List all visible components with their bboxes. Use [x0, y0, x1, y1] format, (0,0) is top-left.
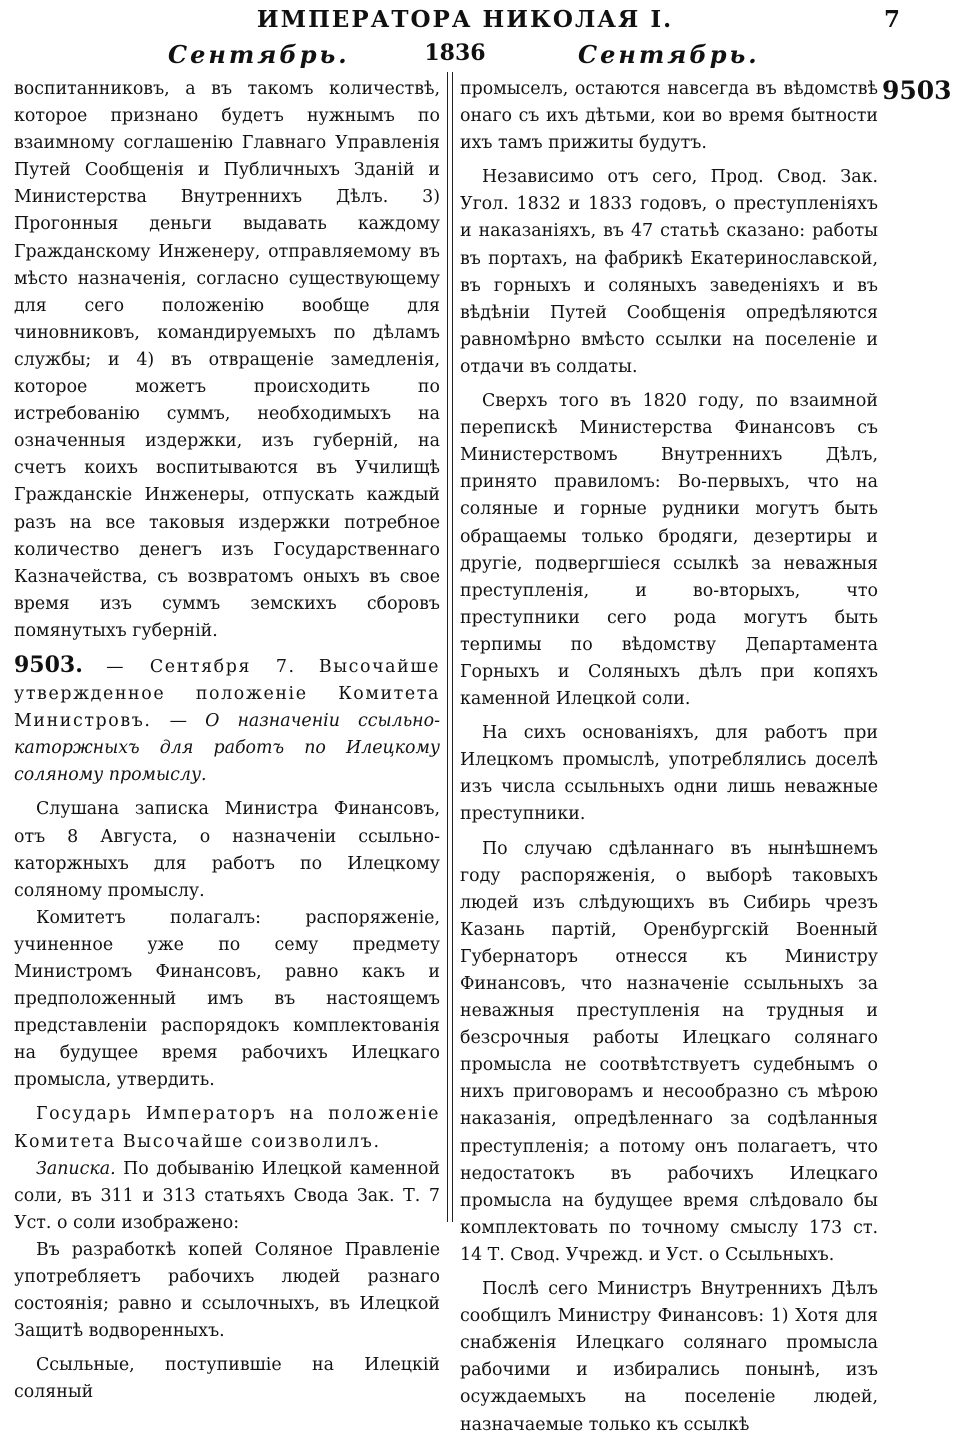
right-column: [460, 76, 878, 1439]
right-paragraph-3: Сверхъ того въ 1820 году, по взаимной перепискѣ Министерства Финансовъ съ Министерствомъ Внутреннихъ Дѣлъ, принято правиломъ: Во-первыхъ, что на соляные и горные рудники могутъ быть обращаемы только бродяги, дезертиры и другіе, подвергшіеся ссылкѣ за неважныя преступленія, и во-вторыхъ, что преступники сего рода могутъ быть терпимы по вѣдомству Департамента Горныхъ и Соляныхъ дѣлъ при копяхъ каменной Илецкой соли.: [460, 391, 878, 710]
column-divider-left: [447, 72, 448, 1222]
zapiska-label: Записка.: [36, 1158, 116, 1179]
article-date: — Сентября 7.: [106, 656, 296, 677]
left-paragraph-7: Ссыльные, поступившіе на Илецкій соляный: [14, 1355, 440, 1403]
article-subject: — О назначеніи ссыльно-каторжныхъ для работъ по Илецкому соляному промыслу.: [14, 711, 440, 786]
left-column: [14, 76, 440, 1407]
running-title: ИМПЕРАТОРА НИКОЛАЯ I.: [256, 6, 674, 33]
article-heading-paragraph: [14, 652, 440, 789]
left-paragraph-imperial-approval: Государь Императоръ на положеніе Комитета Высочайше соизволилъ.: [14, 1104, 440, 1152]
right-paragraph-4: На сихъ основаніяхъ, для работъ при Илецкомъ промыслѣ, употреблялись доселѣ изъ числа ссыльныхъ одни лишь неважные преступники.: [460, 723, 878, 825]
left-paragraph-3: Комитетъ полагалъ: распоряженіе, учиненное уже по сему предмету Министромъ Финансовъ, равно какъ и предположенный имъ въ настоящемъ представленіи распорядокъ комплектованія на будущее время рабочихъ Илецкаго промысла, утвердить.: [14, 907, 440, 1091]
page-number: 7: [883, 6, 900, 33]
column-divider-right: [452, 72, 453, 1222]
left-paragraph-zapiska: [14, 1156, 440, 1237]
right-paragraph-1: промыселъ, остаются навсегда въ вѣдомствѣ онаго съ ихъ дѣтьми, кои во время бытности ихъ тамъ прижиты будутъ.: [460, 79, 878, 154]
left-paragraph-6: Въ разработкѣ копей Соляное Правленіе употребляетъ рабочихъ людей разнаго состоянія; равно и ссылочныхъ, въ Илецкой Защитѣ водворенныхъ.: [14, 1239, 440, 1342]
left-paragraph-2: Слушана записка Министра Финансовъ, отъ 8 Августа, о назначеніи ссыльно-каторжныхъ для работъ по Илецкому соляному промыслу.: [14, 799, 440, 901]
month-left: Сентябрь.: [168, 40, 350, 69]
month-right: Сентябрь.: [578, 40, 760, 69]
right-paragraph-6: Послѣ сего Министръ Внутреннихъ Дѣлъ сообщилъ Министру Финансовъ: 1) Хотя для снабженія Илецкаго солянаго промысла рабочими и избирались понынѣ, изъ осуждаемыхъ на поселеніе людей, назначаемые только къ ссылкѣ: [460, 1279, 878, 1435]
margin-article-number: 9503: [882, 76, 952, 105]
article-number: 9503.: [14, 651, 83, 678]
right-paragraph-5: По случаю сдѣланнаго въ нынѣшнемъ году распоряженія, о выборѣ таковыхъ людей изъ слѣдующихъ въ Сибирь чрезъ Казань партій, Оренбургскій Военный Губернаторъ отнесся къ Министру Финансовъ, что назначеніе ссыльныхъ за неважныя преступленія на трудныя и безсрочныя работы Илецкаго солянаго промысла не соотвѣтствуетъ судебнымъ о нихъ приговорамъ и несообразно съ мѣрою наказанія, опредѣленнаго за содѣланныя преступленія; а потому онъ полагаетъ, что недостатокъ въ рабочихъ Илецкаго промысла на будущее время слѣдовало бы комплектовать по точному смыслу 173 ст. 14 Т. Свод. Учрежд. и Уст. о Ссыльныхъ.: [460, 838, 878, 1265]
article-heading: Высочайше утвержденное положеніе Комитета Министровъ.: [14, 656, 440, 732]
right-paragraph-2: Независимо отъ сего, Прод. Свод. Зак. Угол. 1832 и 1833 годовъ, о преступленіяхъ и наказаніяхъ, въ 47 статьѣ сказано: работы въ портахъ, на фабрикѣ Екатеринославской, въ горныхъ и соляныхъ заведеніяхъ и въ вѣдѣніи Путей Сообщенія опредѣляются равномѣрно вмѣсто ссылки на поселеніе и отдачи въ солдаты.: [460, 167, 878, 377]
left-paragraph-continuation: воспитанниковъ, а въ такомъ количествѣ, которое признано будетъ нужнымъ по взаимному соглашенію Главнаго Управленія Путей Сообщенія и Публичныхъ Зданій и Министерства Внутреннихъ Дѣлъ. 3) Прогонныя деньги выдавать каждому Гражданскому Инженеру, отправляемому въ мѣсто назначенія, согласно существующему для сего положенію вообще для чиновниковъ, командируемыхъ по дѣламъ службы; и 4) въ отвращеніе замедленія, которое можетъ происходить по истребованію суммъ, необходимыхъ на означенныя издержки, изъ губерній, на счетъ коихъ воспитываются въ Училищѣ Гражданскіе Инженеры, отпускать каждый разъ на все таковыя издержки потребное количество денегъ изъ Государственнаго Казначейства, съ возвратомъ оныхъ въ свое время изъ суммъ земскихъ сборовъ помянутыхъ губерній.: [14, 79, 440, 641]
zapiska-text: По добыванію Илецкой каменной соли, въ 311 и 313 статьяхъ Свода Зак. Т. 7 Уст. о соли изображено:: [14, 1158, 440, 1233]
year: 1836: [424, 40, 486, 66]
